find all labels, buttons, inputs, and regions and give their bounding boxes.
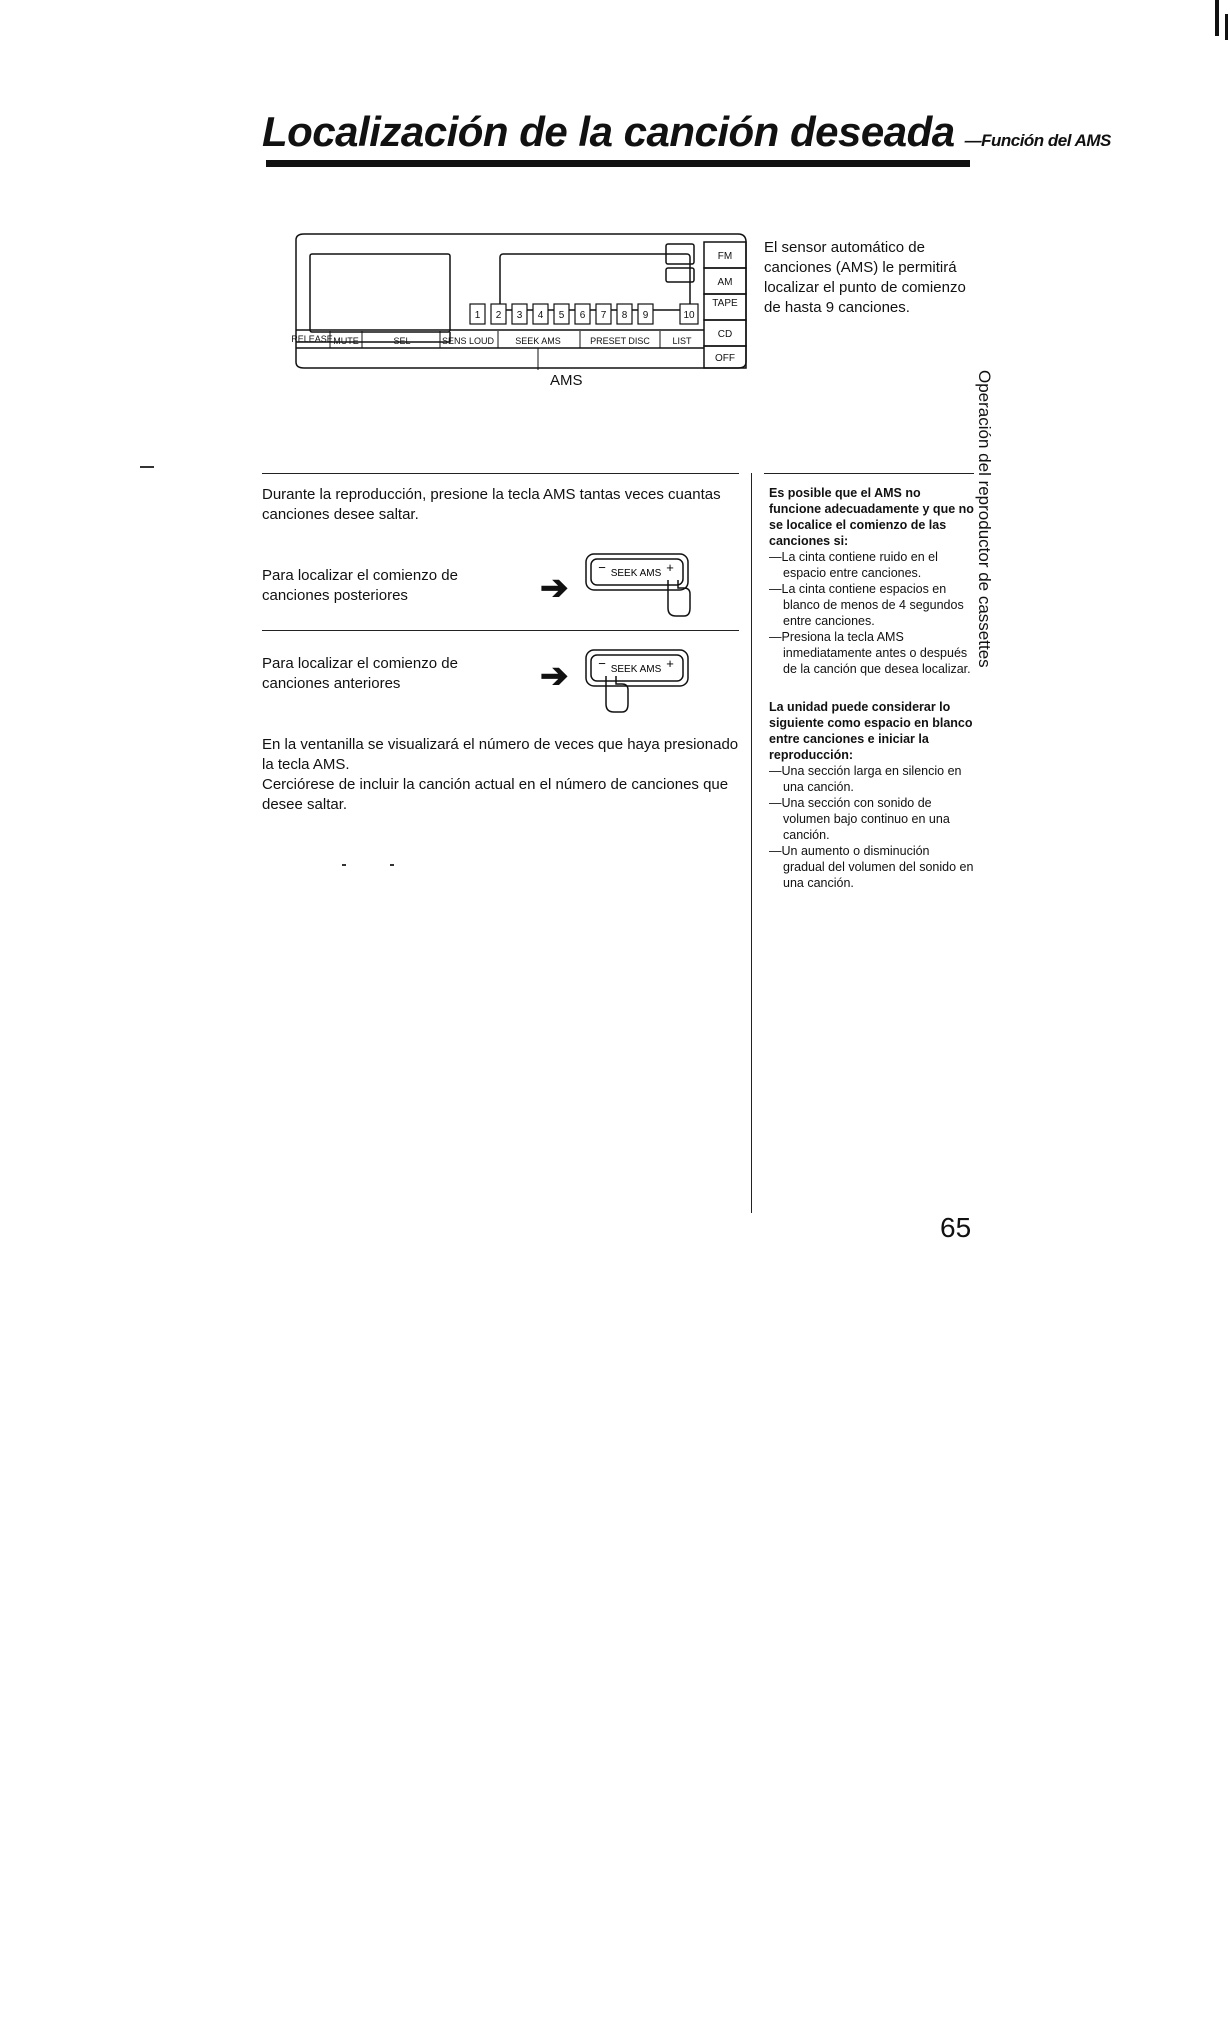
- page-title-text: Localización de la canción deseada: [262, 108, 955, 155]
- scan-speck: [140, 466, 154, 468]
- note-text: [262, 735, 742, 815]
- scan-speck: [390, 864, 394, 866]
- sidebar-heading-1: Es posible que el AMS no funcione adecuadamente y que no se localice el comienzo de las canciones si:: [769, 486, 974, 548]
- key-label: SEEK AMS: [610, 568, 662, 579]
- sidebar-heading-2: La unidad puede considerar lo siguiente como espacio en blanco entre canciones e iniciar la reproducción:: [769, 700, 973, 762]
- list-item: — Una sección larga en silencio en una canción.: [769, 763, 974, 795]
- note-line-1: En la ventanilla se visualizará el número de veces que haya presionado la tecla AMS.: [262, 736, 739, 773]
- number-key-label-4: 4: [537, 310, 544, 321]
- step-divider-rule: [262, 630, 739, 631]
- side-top-rule: [764, 473, 974, 474]
- title-rule: [266, 160, 970, 167]
- scan-edge-mark: [1225, 14, 1228, 40]
- key-seek-ams[interactable]: SEEK AMS: [515, 336, 561, 346]
- key-list[interactable]: LIST: [672, 336, 692, 346]
- key-label: SEEK AMS: [610, 664, 662, 675]
- key-off[interactable]: OFF: [715, 353, 735, 364]
- list-item: — La cinta contiene espacios en blanco de menos de 4 segundos entre canciones.: [769, 581, 974, 629]
- column-separator: [751, 473, 752, 1213]
- number-key-label-6: 6: [579, 310, 586, 321]
- stereo-panel-diagram: [290, 232, 748, 372]
- list-item: — Presiona la tecla AMS inmediatamente antes o después de la canción que desea localizar.: [769, 629, 974, 677]
- key-sel[interactable]: SEL: [393, 336, 411, 346]
- key-release[interactable]: RELEASE: [291, 334, 333, 344]
- key-plus-sign: +: [666, 656, 674, 671]
- number-key-label-3: 3: [516, 310, 523, 321]
- main-instruction: Durante la reproducción, presione la tecla AMS tantas veces cuantas canciones desee saltar.: [262, 486, 721, 523]
- page-title: [262, 108, 1111, 156]
- number-key-label-2: 2: [495, 310, 502, 321]
- sidebar-notes: [769, 485, 974, 913]
- scan-speck: [342, 864, 346, 866]
- page-number: 65: [940, 1212, 972, 1243]
- list-item: — Una sección con sonido de volumen bajo continuo en una canción.: [769, 795, 974, 843]
- number-key-label-10: 10: [683, 310, 695, 321]
- key-preset-disc[interactable]: PRESET DISC: [590, 336, 650, 346]
- number-key-label-9: 9: [642, 310, 649, 321]
- key-cd[interactable]: CD: [717, 329, 733, 340]
- scan-edge-mark: [1215, 0, 1219, 36]
- number-key-label-1: 1: [474, 310, 481, 321]
- intro-text: El sensor automático de canciones (AMS) le permitirá localizar el punto de comienzo de hasta 9 canciones.: [764, 239, 966, 316]
- seek-ams-key-plus-illustration: [584, 550, 694, 622]
- number-key-label-7: 7: [600, 310, 607, 321]
- arrow-right-icon: ➔: [540, 657, 569, 695]
- note-line-2: Cerciórese de incluir la canción actual en el número de canciones que desee saltar.: [262, 776, 729, 813]
- key-am[interactable]: AM: [717, 277, 733, 288]
- list-item: — Un aumento o disminución gradual del volumen del sonido en una canción.: [769, 843, 974, 891]
- key-minus-sign: −: [598, 656, 606, 671]
- number-key-label-8: 8: [621, 310, 628, 321]
- key-fm[interactable]: FM: [717, 251, 733, 262]
- key-minus-sign: −: [598, 560, 606, 575]
- step-next-text: Para localizar el comienzo de canciones posteriores: [262, 567, 458, 604]
- key-mute[interactable]: MUTE: [333, 336, 359, 346]
- key-sens-loud[interactable]: SENS LOUD: [441, 336, 495, 346]
- ams-callout-label: AMS: [550, 372, 583, 389]
- side-tab-text: Operación del reproductor de cassettes: [975, 370, 994, 668]
- number-key-label-5: 5: [558, 310, 565, 321]
- page-subtitle: —Función del AMS: [964, 131, 1111, 150]
- sidebar-list-2: [769, 763, 974, 891]
- key-tape[interactable]: TAPE: [712, 298, 738, 309]
- seek-ams-key-minus-illustration: [584, 646, 694, 718]
- list-item: — La cinta contiene ruido en el espacio entre canciones.: [769, 549, 974, 581]
- sidebar-list-1: [769, 549, 974, 677]
- key-plus-sign: +: [666, 560, 674, 575]
- step-previous-text: Para localizar el comienzo de canciones anteriores: [262, 655, 458, 692]
- main-top-rule: [262, 473, 739, 474]
- arrow-right-icon: ➔: [540, 569, 569, 607]
